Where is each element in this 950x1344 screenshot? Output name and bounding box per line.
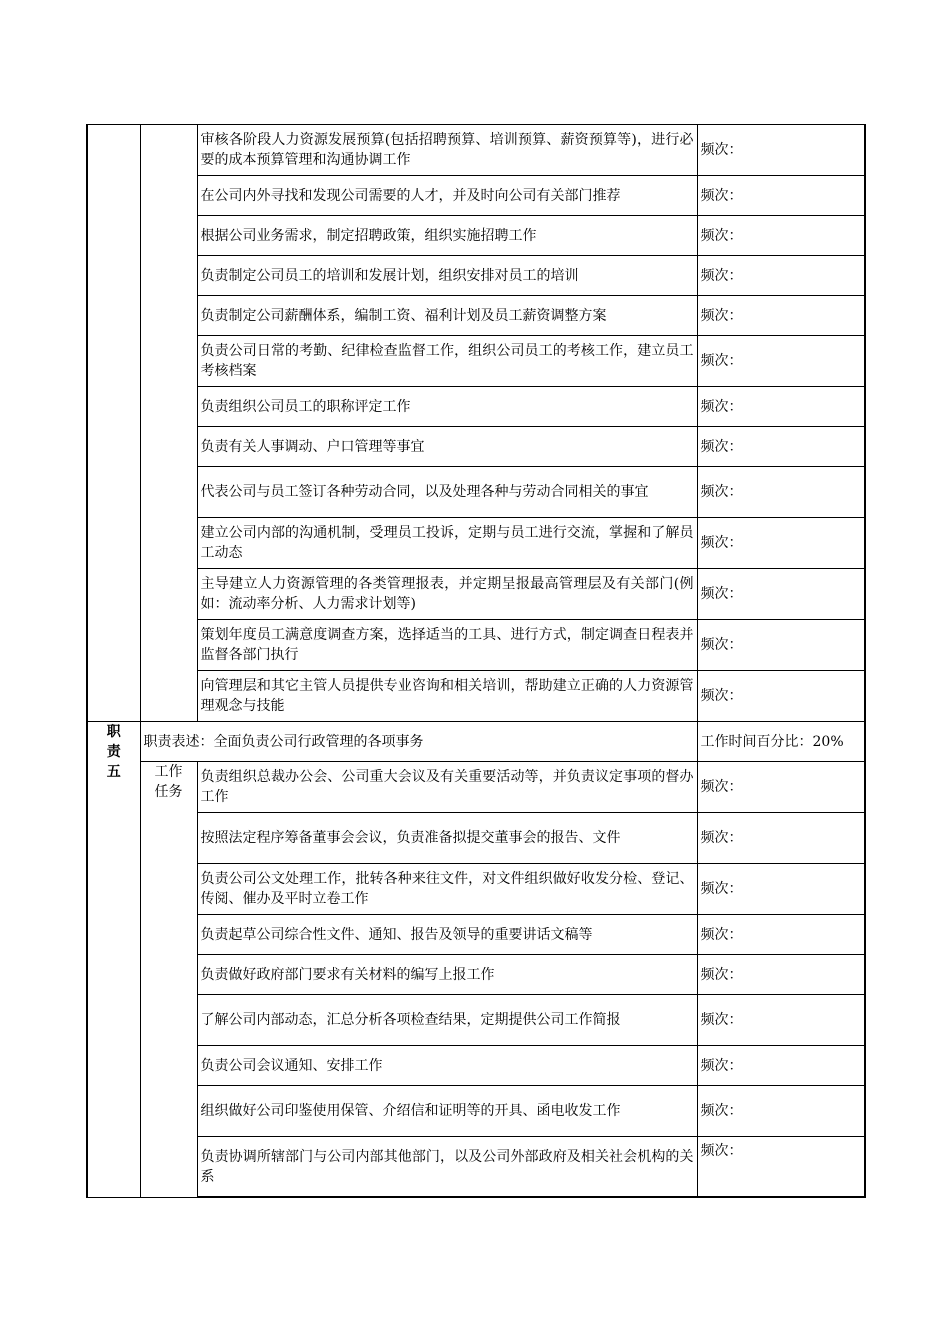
frequency-cell: 频次：: [697, 569, 865, 620]
task-cell: 组织做好公司印鉴使用保管、介绍信和证明等的开具、函电收发工作: [197, 1086, 697, 1137]
frequency-cell: 频次：: [697, 1086, 865, 1137]
prev-duty-label-cell: [87, 125, 140, 722]
frequency-cell: 频次：: [697, 915, 865, 955]
task-cell: 负责制定公司薪酬体系，编制工资、福利计划及员工薪资调整方案: [197, 296, 697, 336]
frequency-cell: 频次：: [697, 995, 865, 1046]
task-cell: 负责做好政府部门要求有关材料的编写上报工作: [197, 955, 697, 995]
task-cell: 负责协调所辖部门与公司内部其他部门，以及公司外部政府及相关社会机构的关系: [197, 1137, 697, 1198]
frequency-cell: 频次：: [697, 1137, 865, 1198]
task-label-cell: [140, 762, 197, 1198]
task-cell: 了解公司内部动态，汇总分析各项检查结果，定期提供公司工作简报: [197, 995, 697, 1046]
frequency-cell: 频次：: [697, 864, 865, 915]
frequency-cell: 频次：: [697, 762, 865, 813]
task-cell: 根据公司业务需求，制定招聘政策，组织实施招聘工作: [197, 216, 697, 256]
frequency-cell: 频次：: [697, 955, 865, 995]
task-cell: 负责组织总裁办公会、公司重大会议及有关重要活动等，并负责议定事项的督办工作: [197, 762, 697, 813]
task-cell: 负责起草公司综合性文件、通知、报告及领导的重要讲话文稿等: [197, 915, 697, 955]
frequency-cell: 频次：: [697, 125, 865, 176]
task-cell: 主导建立人力资源管理的各类管理报表，并定期呈报最高管理层及有关部门(例如：流动率分析、人力需求计划等): [197, 569, 697, 620]
task-cell: 负责有关人事调动、户口管理等事宜: [197, 427, 697, 467]
frequency-cell: 频次：: [697, 671, 865, 722]
task-cell: 向管理层和其它主管人员提供专业咨询和相关培训，帮助建立正确的人力资源管理观念与技能: [197, 671, 697, 722]
duty-description: 职责表述：全面负责公司行政管理的各项事务: [140, 722, 697, 762]
frequency-cell: 频次：: [697, 427, 865, 467]
frequency-cell: 频次：: [697, 256, 865, 296]
frequency-cell: 频次：: [697, 813, 865, 864]
frequency-cell: 频次：: [697, 176, 865, 216]
task-cell: 负责公司日常的考勤、纪律检查监督工作，组织公司员工的考核工作，建立员工考核档案: [197, 336, 697, 387]
time-percentage: 工作时间百分比：20%: [697, 722, 865, 762]
frequency-cell: 频次：: [697, 1046, 865, 1086]
task-cell: 按照法定程序筹备董事会会议，负责准备拟提交董事会的报告、文件: [197, 813, 697, 864]
frequency-cell: 频次：: [697, 467, 865, 518]
frequency-cell: 频次：: [697, 336, 865, 387]
task-cell: 代表公司与员工签订各种劳动合同，以及处理各种与劳动合同相关的事宜: [197, 467, 697, 518]
duty-label-text: 职责五: [106, 724, 121, 780]
frequency-cell: 频次：: [697, 620, 865, 671]
frequency-cell: 频次：: [697, 387, 865, 427]
task-cell: 负责组织公司员工的职称评定工作: [197, 387, 697, 427]
task-cell: 负责制定公司员工的培训和发展计划，组织安排对员工的培训: [197, 256, 697, 296]
frequency-cell: 频次：: [697, 216, 865, 256]
task-cell: 建立公司内部的沟通机制，受理员工投诉，定期与员工进行交流，掌握和了解员工动态: [197, 518, 697, 569]
task-cell: 在公司内外寻找和发现公司需要的人才，并及时向公司有关部门推荐: [197, 176, 697, 216]
duty-five-label: [87, 722, 140, 1198]
task-cell: 策划年度员工满意度调查方案，选择适当的工具、进行方式，制定调查日程表并监督各部门执行: [197, 620, 697, 671]
task-cell: 负责公司公文处理工作，批转各种来往文件，对文件组织做好收发分检、登记、传阅、催办及平时立卷工作: [197, 864, 697, 915]
frequency-cell: 频次：: [697, 296, 865, 336]
job-duty-table: [86, 124, 866, 1198]
prev-task-label-cell: [140, 125, 197, 722]
frequency-cell: 频次：: [697, 518, 865, 569]
task-label-text: 工作任务: [154, 764, 183, 800]
task-cell: 负责公司会议通知、安排工作: [197, 1046, 697, 1086]
task-cell: 审核各阶段人力资源发展预算(包括招聘预算、培训预算、薪资预算等)，进行必要的成本预算管理和沟通协调工作: [197, 125, 697, 176]
